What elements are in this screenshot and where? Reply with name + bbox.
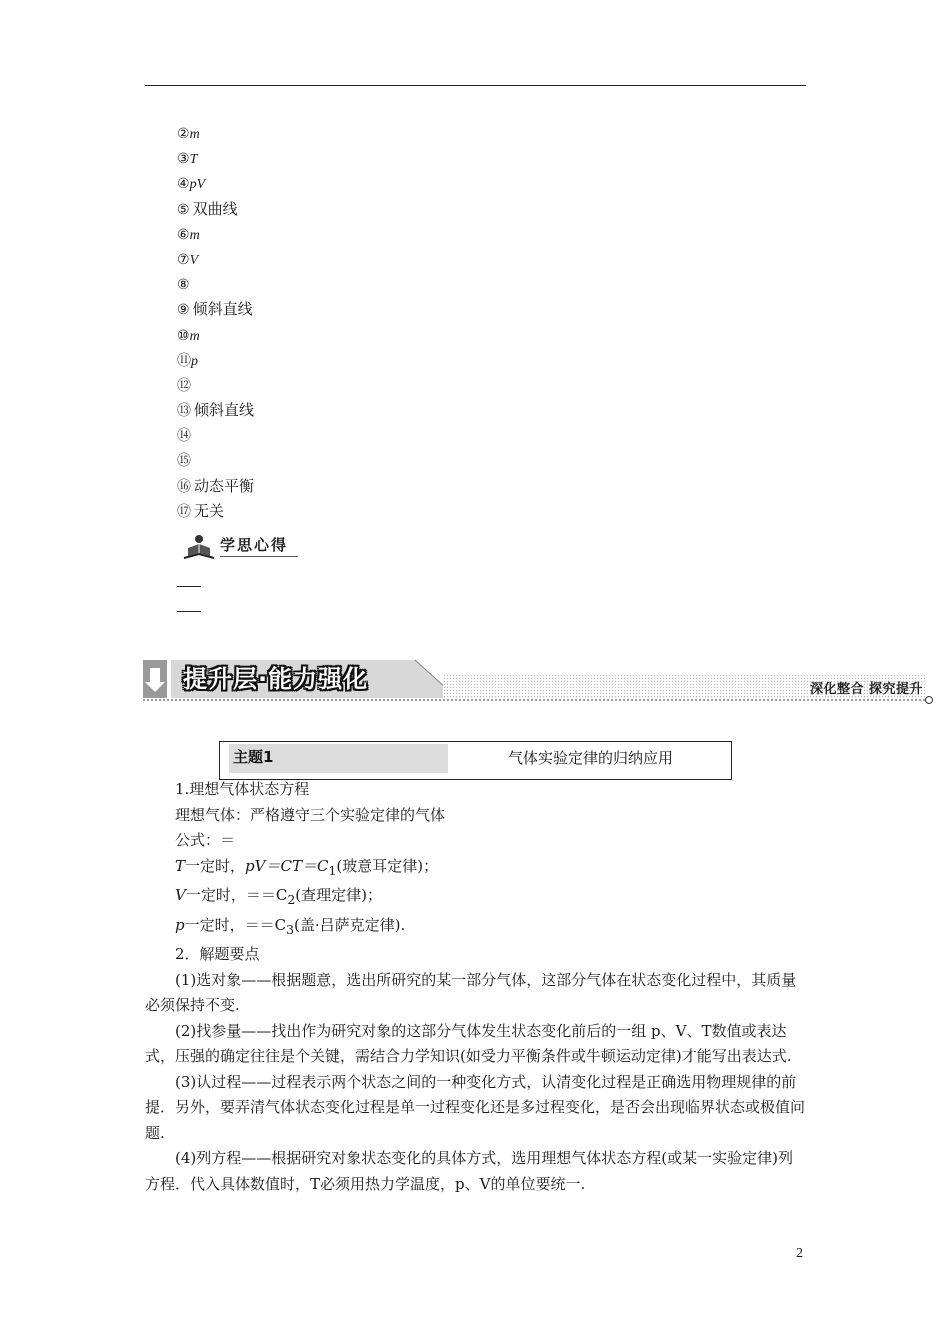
section-heading: 1.理想气体状态方程 bbox=[175, 780, 310, 798]
list-item: ⑬ 倾斜直线 bbox=[177, 401, 255, 420]
header-rule bbox=[145, 85, 806, 86]
list-item: ⑪p bbox=[177, 352, 198, 369]
topic-header bbox=[219, 741, 732, 780]
list-item: ⑭ bbox=[177, 428, 191, 445]
list-item: ⑨ 倾斜直线 bbox=[177, 300, 253, 319]
list-item: ③T bbox=[177, 151, 198, 168]
topic-title: 气体实验定律的归纳应用 bbox=[507, 749, 673, 767]
banner-subtitle: 深化整合 探究提升 bbox=[809, 682, 923, 697]
xuesi-label: 学思心得 bbox=[220, 536, 289, 554]
reading-person-icon bbox=[182, 534, 216, 560]
formula-line: T一定时，$pV=CT=C_1$(玻意耳定律)； bbox=[175, 856, 439, 878]
xuesi-underline bbox=[220, 556, 298, 557]
list-item: ⑯ 动态平衡 bbox=[177, 476, 255, 495]
paragraph: (4)列方程——根据研究对象状态变化的具体方式，选用理想气体状态方程(或某一实验定律)列方程．代入具体数值时，T必须用热力学温度，p、V的单位要统一. bbox=[145, 1149, 793, 1193]
section-banner bbox=[143, 656, 933, 706]
formula-line: p一定时，$==C_3$(盖·吕萨克定律). bbox=[175, 915, 406, 937]
formula-text: 公式：＝ bbox=[175, 831, 236, 849]
list-item: ⑦V bbox=[177, 251, 199, 268]
list-item: ④pV bbox=[177, 176, 206, 193]
answer-list bbox=[177, 121, 254, 524]
list-item: ⑤ 双曲线 bbox=[177, 199, 238, 218]
list-item: ⑧ bbox=[177, 277, 190, 294]
paragraph: (3)认过程——过程表示两个状态之间的一种变化方式，认清变化过程是正确选用物理规律的前提．另外，要弄清气体状态变化过程是单一过程变化还是多过程变化，是否会出现临界状态或极值问题. bbox=[145, 1072, 806, 1142]
list-item: ②m bbox=[177, 126, 200, 142]
banner-title: 提升层·能力强化 bbox=[183, 665, 369, 693]
paragraph: (2)找参量——找出作为研究对象的这部分气体发生状态变化前后的一组 p、V、T数值或表达式，压强的确定往往是个关键，需结合力学知识(如受力平衡条件或牛顿运动定律)才能写出表达式. bbox=[145, 1021, 792, 1065]
section-heading: 2．解题要点 bbox=[175, 945, 260, 963]
list-item: ⑰ 无关 bbox=[177, 501, 225, 520]
blank-line bbox=[177, 586, 201, 587]
page-number: 2 bbox=[796, 1246, 803, 1261]
topic-label: 主题1 bbox=[233, 748, 274, 766]
paragraph: (1)选对象——根据题意，选出所研究的某一部分气体，这部分气体在状态变化过程中，其质量必须保持不变. bbox=[145, 970, 797, 1014]
list-item: ⑫ bbox=[177, 377, 191, 394]
formula-line: V一定时，$==C_2$(查理定律)； bbox=[175, 886, 382, 907]
main-content bbox=[145, 777, 807, 1197]
list-item: ⑮ bbox=[177, 453, 191, 470]
xuesi-badge bbox=[180, 532, 300, 560]
blank-line bbox=[177, 611, 201, 612]
list-item: ⑩m bbox=[177, 327, 200, 344]
list-item: ⑥m bbox=[177, 226, 200, 243]
definition-text: 理想气体：严格遵守三个实验定律的气体 bbox=[175, 805, 446, 824]
